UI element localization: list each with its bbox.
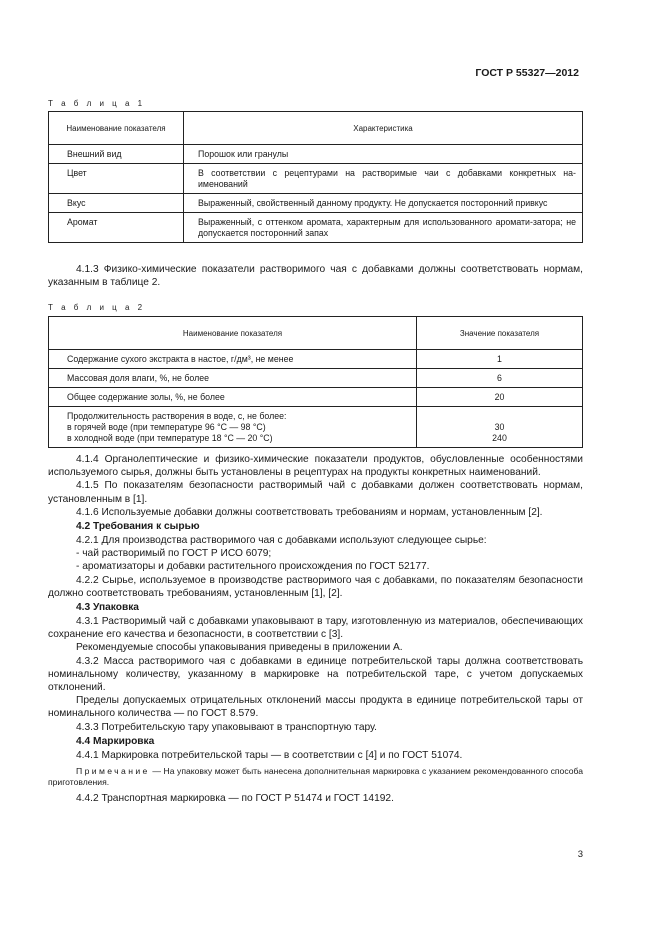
table1-cell: В соответствии с рецептурами на растворимые чаи с добавками конкретных на-именований <box>184 164 583 194</box>
table1-caption: Т а б л и ц а 1 <box>48 99 146 108</box>
table-1 <box>48 111 583 243</box>
table1-cell: Выраженный, свойственный данному продукту. Не допускается посторонний привкус <box>184 194 583 213</box>
table1-cell: Выраженный, с оттенком аромата, характерным для использованного аромати-затора; не допускается посторонний запах <box>184 213 583 243</box>
table2-cell: 6 <box>417 369 583 388</box>
table2-cell <box>49 407 417 448</box>
paragraph-4-3-2: 4.3.2 Масса растворимого чая с добавками в единице потребительской тары должна соответствовать номинальному количеству, указанному в маркировке на потребительской таре, с учетом допускаемых отклонений. <box>48 655 583 694</box>
body-section <box>48 453 583 805</box>
table2-line: в холодной воде (при температуре 18 °С — 20 °С) <box>67 433 273 443</box>
table1-cell: Порошок или гранулы <box>184 145 583 164</box>
paragraph-4-4-2: 4.4.2 Транспортная маркировка — по ГОСТ Р 51474 и ГОСТ 14192. <box>76 793 394 805</box>
paragraph-4-3-1b: Рекомендуемые способы упаковывания приведены в приложении А. <box>76 642 403 654</box>
paragraph-text: 4.1.3 Физико-химические показатели растворимого чая с добавками должны соответствовать нормам, указанным в таблице 2. <box>48 264 583 289</box>
document-header: ГОСТ Р 55327—2012 <box>475 67 579 79</box>
paragraph-4-1-5: 4.1.5 По показателям безопасности растворимый чай с добавками должен соответствовать нормам, установленным в [1]. <box>48 480 583 505</box>
table-row <box>49 194 583 213</box>
paragraph-4-3-2b: Пределы допускаемых отрицательных отклонений массы продукта в единице потребительской тары от номинального количества — по ГОСТ 8.579. <box>48 695 583 720</box>
paragraph-4-1-4: 4.1.4 Органолептические и физико-химические показатели продуктов, обусловленные особенностями используемого сырья, должны быть установлены в рецептурах на продукты конкретных наименований. <box>48 454 583 479</box>
table1-cell: Вкус <box>49 194 184 213</box>
paragraph-4-3-1: 4.3.1 Растворимый чай с добавками упаковывают в тару, изготовленную из материалов, обеспечивающих сохранение его качества и безопасности, в соответствии с [3]. <box>48 616 583 641</box>
table2-cell: Общее содержание золы, %, не более <box>49 388 417 407</box>
list-item: - ароматизаторы и добавки растительного происхождения по ГОСТ 52177. <box>76 561 430 573</box>
table2-line: Продолжительность растворения в воде, с, не более: <box>67 411 287 421</box>
table-2 <box>48 316 583 448</box>
table-row <box>49 369 583 388</box>
note-text: — На упаковку может быть нанесена дополнительная маркировка с указанием рекомендованного способа приготовления. <box>48 766 583 788</box>
table2-cell: 1 <box>417 350 583 369</box>
table2-value: 240 <box>492 433 507 443</box>
table-row <box>49 145 583 164</box>
list-item: - чай растворимый по ГОСТ Р ИСО 6079; <box>76 548 272 560</box>
table-row <box>49 350 583 369</box>
table-row <box>49 407 583 448</box>
table1-cell: Цвет <box>49 164 184 194</box>
section-heading-4-2: 4.2 Требования к сырью <box>76 521 200 533</box>
table1-cell: Аромат <box>49 213 184 243</box>
table2-line: в горячей воде (при температуре 96 °С — 98 °С) <box>67 422 266 432</box>
table-row <box>49 164 583 194</box>
table2-header-value: Значение показателя <box>417 317 583 350</box>
page-number: 3 <box>577 849 583 860</box>
paragraph-4-2-2: 4.2.2 Сырье, используемое в производстве растворимого чая с добавками, по показателям безопасности должно соответствовать требованиям, установленным [1], [2]. <box>48 574 583 599</box>
paragraph-4-4-1: 4.4.1 Маркировка потребительской тары — в соответствии с [4] и по ГОСТ 51074. <box>76 749 463 761</box>
section-heading-4-3: 4.3 Упаковка <box>76 602 139 614</box>
note <box>48 766 583 788</box>
table2-cell: Массовая доля влаги, %, не более <box>49 369 417 388</box>
table1-header-name: Наименование показателя <box>49 112 184 145</box>
table2-caption: Т а б л и ц а 2 <box>48 303 146 312</box>
table1-header-characteristic: Характеристика <box>184 112 583 145</box>
table-row <box>49 213 583 243</box>
table2-cell: Содержание сухого экстракта в настое, г/дм³, не менее <box>49 350 417 369</box>
paragraph-4-1-6: 4.1.6 Используемые добавки должны соответствовать требованиям и нормам, установленным [2]. <box>76 506 543 518</box>
table2-header-name: Наименование показателя <box>49 317 417 350</box>
section-heading-4-4: 4.4 Маркировка <box>76 735 155 747</box>
table-row <box>49 388 583 407</box>
table2-value: 30 <box>494 422 505 432</box>
paragraph-4-1-3 <box>48 263 583 289</box>
table2-cell <box>417 407 583 448</box>
paragraph-4-2-1: 4.2.1 Для производства растворимого чая с добавками используют следующее сырье: <box>76 535 487 547</box>
table2-cell: 20 <box>417 388 583 407</box>
note-label: Примечание <box>76 766 150 777</box>
table1-cell: Внешний вид <box>49 145 184 164</box>
paragraph-4-3-3: 4.3.3 Потребительскую тару упаковывают в транспортную тару. <box>76 721 377 733</box>
